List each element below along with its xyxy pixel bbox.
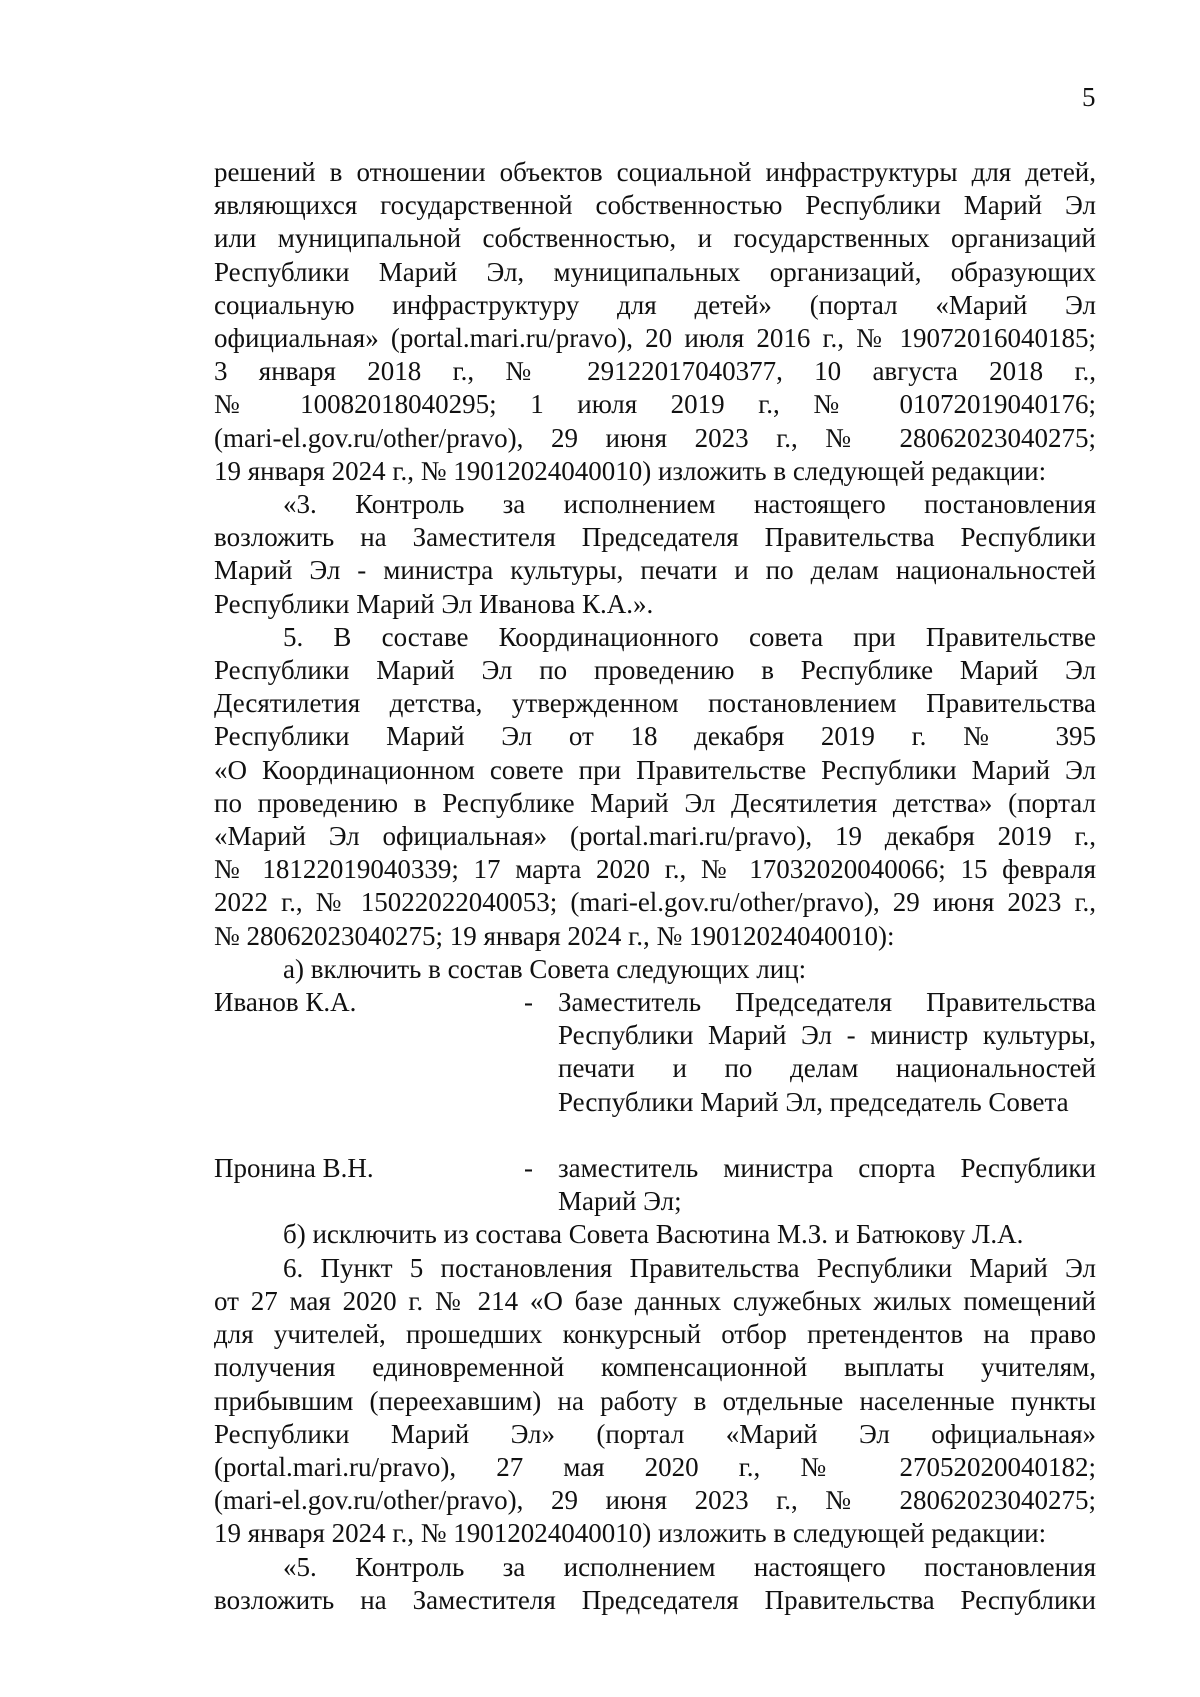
subitem-b [214, 1218, 1096, 1251]
member-dash: - [524, 987, 533, 1018]
text-line: Заместитель Председателя Правительства [558, 987, 1096, 1018]
member-entry [214, 986, 1096, 1119]
text-line: б) исключить из состава Совета Васютина М.З. и Батюкову Л.А. [283, 1219, 1024, 1250]
text-line: для учителей, прошедших конкурсный отбор претендентов на право [214, 1319, 1096, 1350]
text-line: печати и по делам национальностей [558, 1053, 1096, 1084]
text-line: по проведению в Республике Марий Эл Десятилетия детства» (портал [214, 787, 1096, 818]
text-line: от 27 мая 2020 г. № 214 «О базе данных служебных жилых помещений [214, 1285, 1096, 1316]
text-line: являющихся государственной собственностью Республики Марий Эл [214, 190, 1096, 221]
text-line: возложить на Заместителя Председателя Правительства Республики [214, 1584, 1096, 1615]
council-members-list [214, 986, 1096, 1218]
text-line: или муниципальной собственностью, и государственных организаций [214, 223, 1096, 254]
text-line: официальная» (portal.mari.ru/pravo), 20 июля 2016 г., № 19072016040185; [214, 323, 1096, 354]
text-line: 2022 г., № 15022022040053; (mari-el.gov.ru/other/pravo), 29 июня 2023 г., [214, 887, 1096, 918]
text-line: № 28062023040275; 19 января 2024 г., № 19012024040010): [214, 920, 895, 951]
quoted-clause-3 [214, 488, 1096, 621]
text-line: социальную инфраструктуру для детей» (портал «Марий Эл [214, 289, 1096, 320]
text-line: Десятилетия детства, утвержденном постановлением Правительства [214, 688, 1096, 719]
text-line: (mari-el.gov.ru/other/pravo), 29 июня 2023 г., № 28062023040275; [214, 1485, 1096, 1516]
text-line: (mari-el.gov.ru/other/pravo), 29 июня 2023 г., № 28062023040275; [214, 422, 1096, 453]
member-role [558, 1152, 1096, 1218]
text-line: возложить на Заместителя Председателя Правительства Республики [214, 522, 1096, 553]
text-line: Республики Марий Эл» (портал «Марий Эл официальная» [214, 1418, 1096, 1449]
text-line: получения единовременной компенсационной выплаты учителям, [214, 1352, 1096, 1383]
text-line: прибывшим (переехавшим) на работу в отдельные населенные пункты [214, 1385, 1096, 1416]
text-line: «3. Контроль за исполнением настоящего постановления [283, 489, 1096, 520]
document-body [214, 156, 1096, 1617]
item-5-paragraph [214, 621, 1096, 953]
text-line: 3 января 2018 г., № 29122017040377, 10 августа 2018 г., [214, 356, 1096, 387]
member-dash: - [524, 1153, 533, 1184]
text-line: Марий Эл; [558, 1186, 682, 1217]
member-name: Пронина В.Н. [214, 1153, 374, 1184]
member-entry [214, 1152, 1096, 1218]
text-line: «О Координационном совете при Правительстве Республики Марий Эл [214, 754, 1096, 785]
page-number: 5 [1082, 82, 1096, 112]
text-line: Республики Марий Эл, председатель Совета [558, 1086, 1069, 1117]
text-line: а) включить в состав Совета следующих лиц: [283, 953, 807, 984]
item-6-paragraph [214, 1252, 1096, 1551]
text-line: Республики Марий Эл - министр культуры, [558, 1020, 1096, 1051]
text-line: 5. В составе Координационного совета при Правительстве [283, 621, 1096, 652]
text-line: «Марий Эл официальная» (portal.mari.ru/pravo), 19 декабря 2019 г., [214, 821, 1096, 852]
text-line: 19 января 2024 г., № 19012024040010) изложить в следующей редакции: [214, 1518, 1047, 1549]
quoted-clause-5 [214, 1551, 1096, 1617]
text-line: решений в отношении объектов социальной инфраструктуры для детей, [214, 157, 1096, 187]
text-line: заместитель министра спорта Республики [558, 1153, 1096, 1184]
spacer [214, 1119, 1096, 1152]
text-line: Республики Марий Эл, муниципальных организаций, образующих [214, 256, 1096, 287]
text-line: «5. Контроль за исполнением настоящего постановления [283, 1551, 1096, 1582]
text-line: Республики Марий Эл Иванова К.А.». [214, 588, 654, 619]
text-line: (portal.mari.ru/pravo), 27 мая 2020 г., № 27052020040182; [214, 1451, 1096, 1482]
subitem-a [214, 953, 1096, 986]
text-line: Республики Марий Эл по проведению в Республике Марий Эл [214, 655, 1096, 686]
member-name: Иванов К.А. [214, 987, 357, 1018]
member-role [558, 986, 1096, 1119]
text-line: 6. Пункт 5 постановления Правительства Республики Марий Эл [283, 1252, 1096, 1283]
text-line: 19 января 2024 г., № 19012024040010) изложить в следующей редакции: [214, 455, 1047, 486]
text-line: Республики Марий Эл от 18 декабря 2019 г. № 395 [214, 721, 1096, 752]
paragraph-continuation [214, 156, 1096, 488]
text-line: № 10082018040295; 1 июля 2019 г., № 01072019040176; [214, 389, 1096, 420]
text-line: Марий Эл - министра культуры, печати и по делам национальностей [214, 555, 1096, 586]
text-line: № 18122019040339; 17 марта 2020 г., № 17032020040066; 15 февраля [214, 854, 1096, 885]
